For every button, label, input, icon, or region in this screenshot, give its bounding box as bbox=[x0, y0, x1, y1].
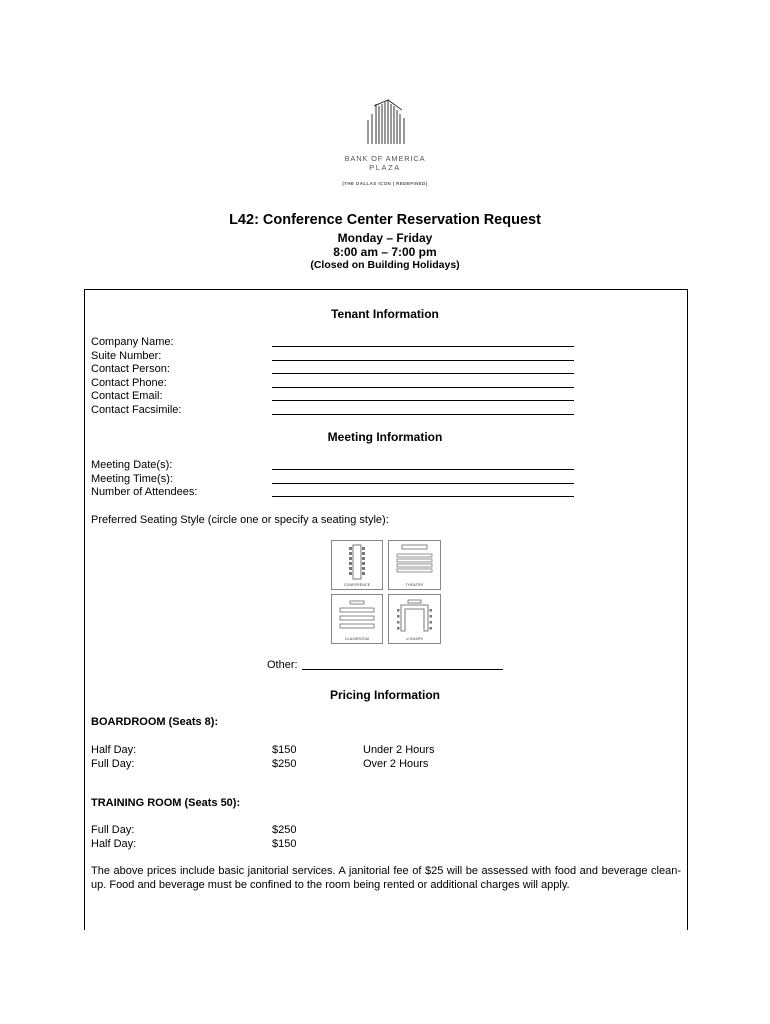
contact-person-label: Contact Person: bbox=[91, 363, 170, 375]
theater-layout-icon bbox=[389, 541, 440, 581]
seating-ushape-option[interactable] bbox=[388, 594, 441, 644]
other-label: Other: bbox=[267, 659, 298, 671]
conference-caption: CONFERENCE bbox=[343, 583, 371, 587]
logo-line-1: BANK OF AMERICA bbox=[344, 154, 426, 163]
conference-layout-icon bbox=[332, 541, 382, 581]
meeting-times-field[interactable] bbox=[272, 483, 574, 484]
suite-number-label: Suite Number: bbox=[91, 349, 162, 362]
contact-email-field[interactable] bbox=[272, 400, 574, 401]
seating-prompt: Preferred Seating Style (circle one or specify a seating style): bbox=[91, 514, 389, 526]
u-shape-layout-icon bbox=[389, 595, 440, 635]
boardroom-halfday-price: $150 bbox=[272, 744, 297, 756]
form-box bbox=[84, 289, 688, 930]
pricing-note: The above prices include basic janitorial services. A janitorial fee of $25 will be assessed with food and beverage clean-up. Food and beverage must be confined to the room being rented or additional charges will apply. bbox=[91, 865, 681, 891]
hours-text: 8:00 am – 7:00 pm bbox=[333, 245, 437, 259]
attendees-field[interactable] bbox=[272, 496, 574, 497]
contact-person-field[interactable] bbox=[272, 373, 574, 374]
logo-tagline: [THE DALLAS ICON | REDEFINED] bbox=[342, 181, 428, 186]
company-name-field[interactable] bbox=[272, 346, 574, 347]
classroom-caption: CLASSROOM bbox=[344, 637, 370, 641]
contact-phone-label: Contact Phone: bbox=[91, 376, 167, 389]
closed-note: (Closed on Building Holidays) bbox=[310, 259, 460, 271]
attendees-label: Number of Attendees: bbox=[91, 486, 198, 498]
classroom-layout-icon bbox=[332, 595, 382, 635]
meeting-times-label: Meeting Time(s): bbox=[91, 472, 173, 485]
bank-of-america-plaza-logo bbox=[316, 96, 454, 192]
contact-facsimile-field[interactable] bbox=[272, 414, 574, 415]
contact-email-label: Contact Email: bbox=[91, 390, 163, 402]
seating-classroom-option[interactable] bbox=[331, 594, 383, 644]
suite-number-field[interactable] bbox=[272, 360, 574, 361]
pricing-heading: Pricing Information bbox=[329, 688, 440, 702]
boardroom-halfday-label: Half Day: bbox=[91, 744, 137, 756]
boardroom-fullday-label: Full Day: bbox=[91, 758, 135, 770]
theater-caption: THEATER bbox=[405, 583, 424, 587]
seating-theater-option[interactable] bbox=[388, 540, 441, 590]
page-title: L42: Conference Center Reservation Request bbox=[229, 212, 541, 228]
training-fullday-label: Full Day: bbox=[91, 824, 135, 836]
logo-line-2: PLAZA bbox=[369, 163, 401, 172]
days-text: Monday – Friday bbox=[337, 231, 433, 245]
company-name-label: Company Name: bbox=[91, 336, 174, 348]
training-room-title: TRAINING ROOM (Seats 50): bbox=[91, 797, 241, 809]
boardroom-halfday-note: Under 2 Hours bbox=[363, 744, 435, 756]
boardroom-title: BOARDROOM (Seats 8): bbox=[91, 716, 219, 728]
training-halfday-label: Half Day: bbox=[91, 837, 137, 850]
boardroom-fullday-note: Over 2 Hours bbox=[363, 758, 429, 770]
boardroom-fullday-price: $250 bbox=[272, 758, 297, 770]
meeting-heading: Meeting Information bbox=[327, 430, 443, 444]
contact-facsimile-label: Contact Facsimile: bbox=[91, 403, 182, 416]
u-shape-caption: U-SHAPE bbox=[406, 637, 423, 641]
tenant-heading: Tenant Information bbox=[331, 307, 439, 321]
other-seating-field[interactable] bbox=[302, 669, 503, 670]
building-icon bbox=[316, 96, 454, 192]
training-halfday-price: $150 bbox=[272, 837, 297, 850]
contact-phone-field[interactable] bbox=[272, 387, 574, 388]
meeting-dates-label: Meeting Date(s): bbox=[91, 459, 173, 471]
meeting-dates-field[interactable] bbox=[272, 469, 574, 470]
seating-conference-option[interactable] bbox=[331, 540, 383, 590]
training-fullday-price: $250 bbox=[272, 824, 297, 836]
